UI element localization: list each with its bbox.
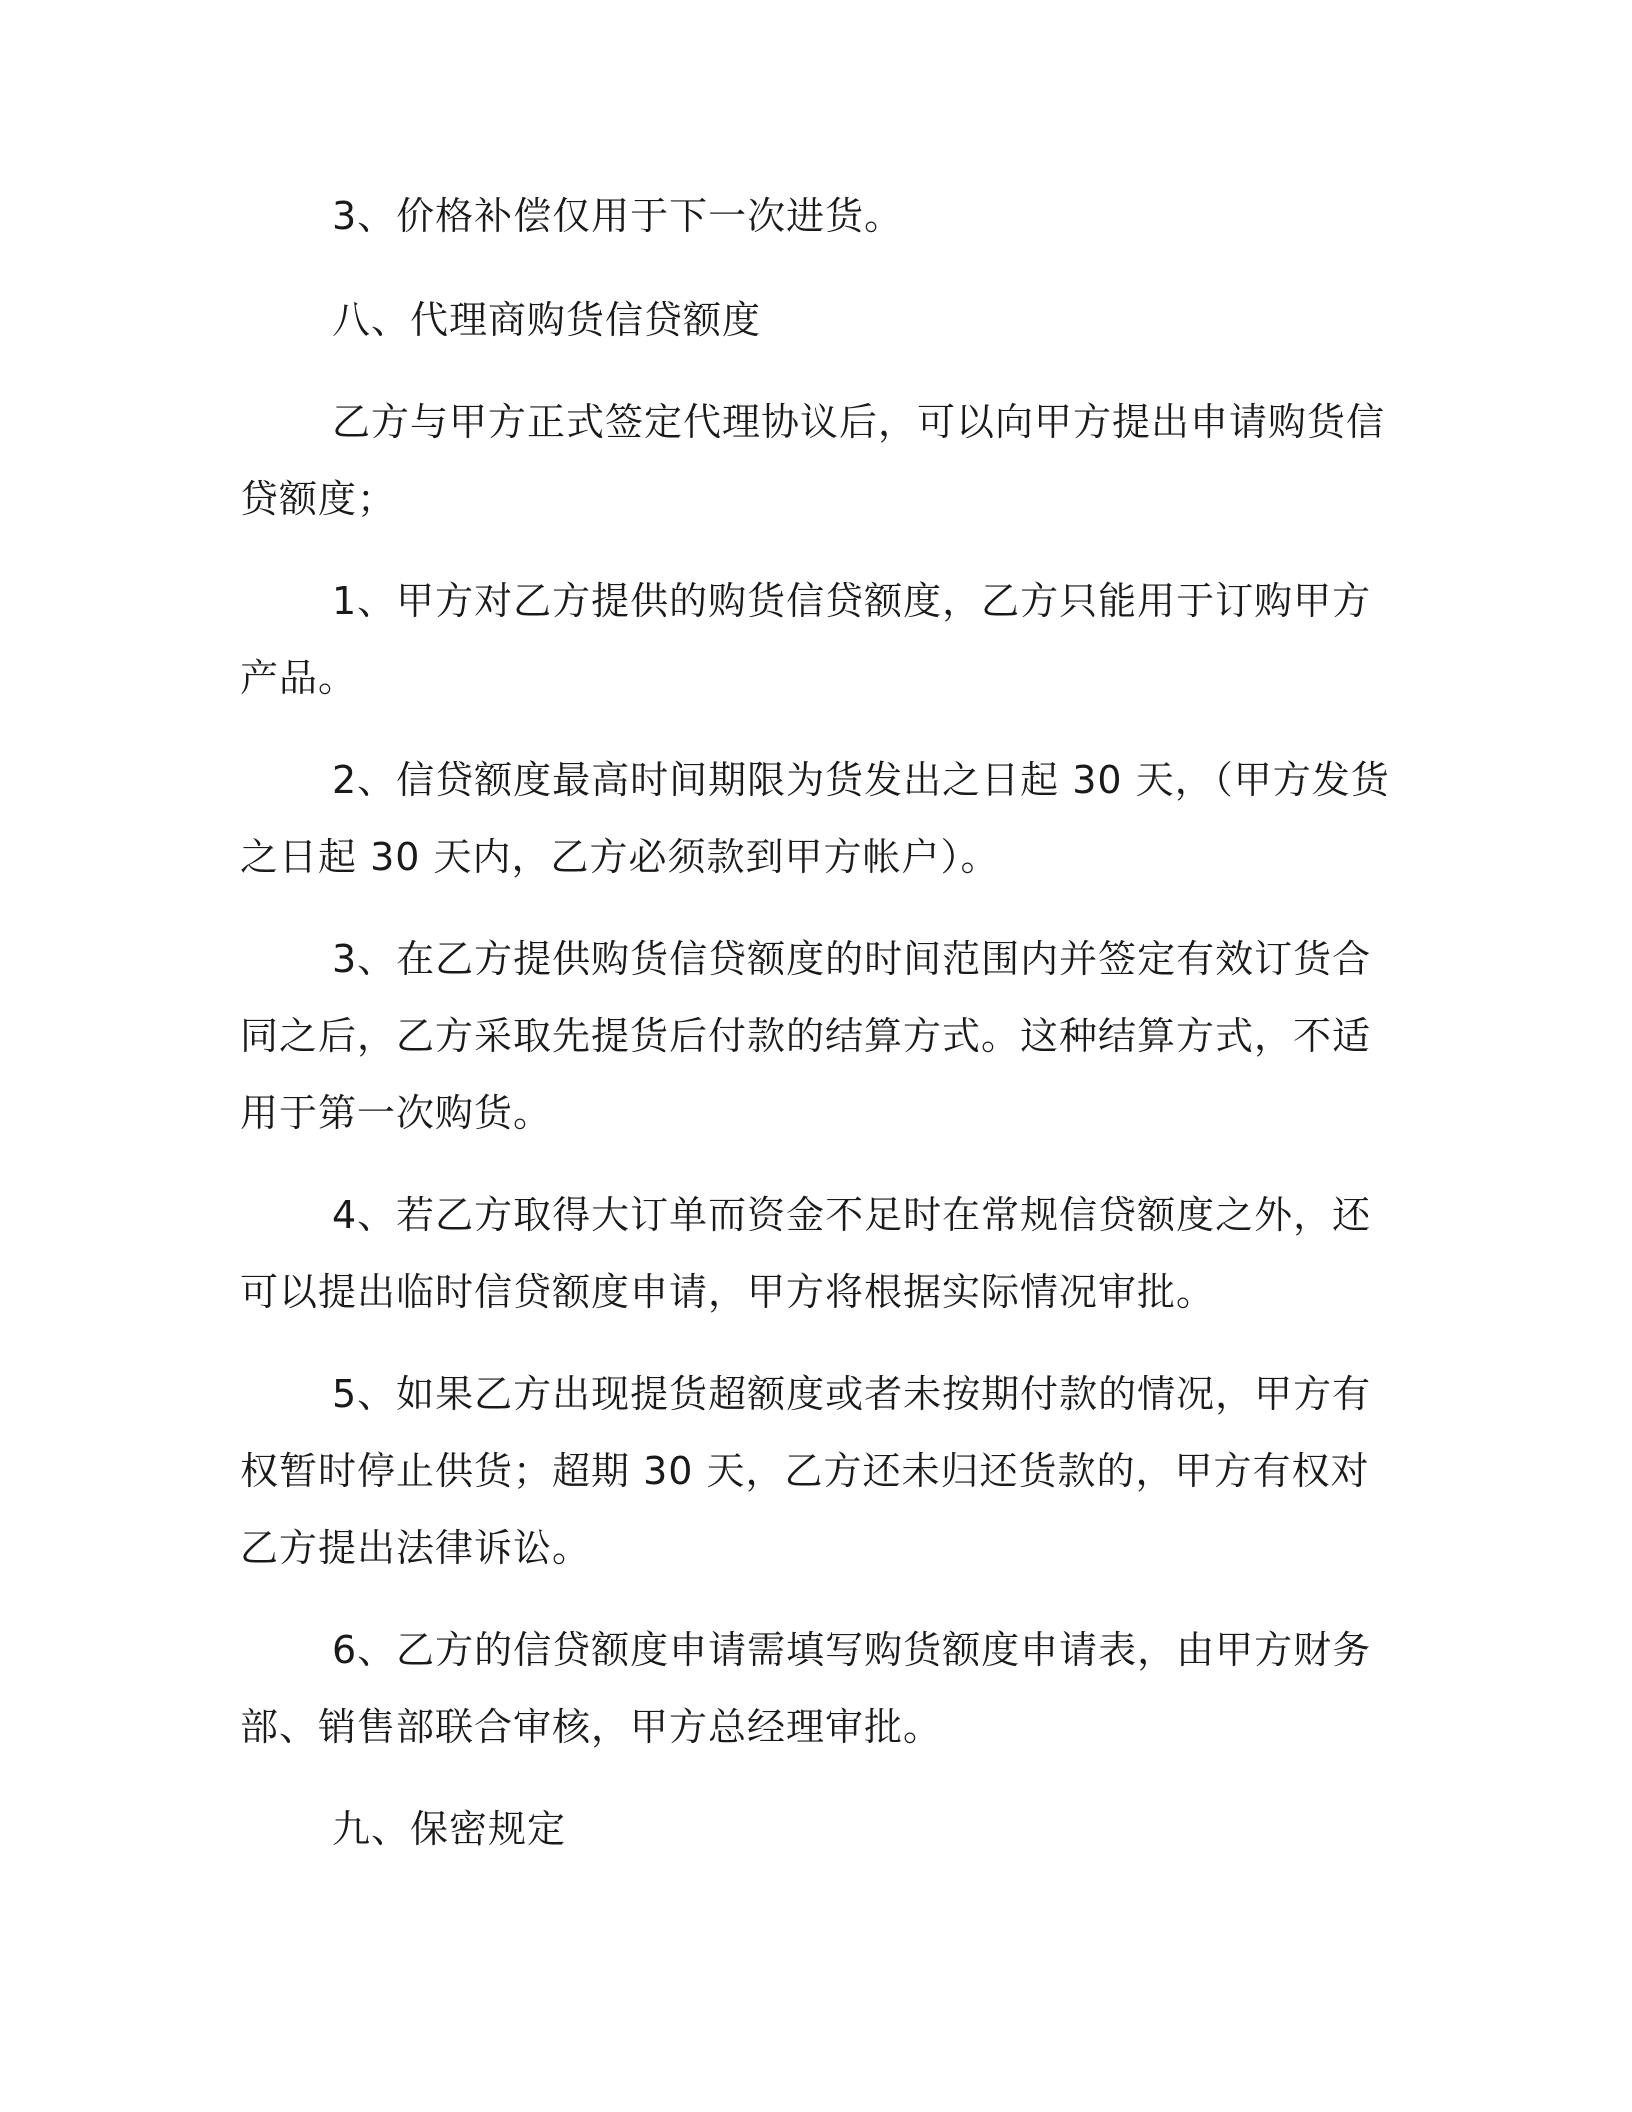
section-heading-confidentiality: 九、保密规定	[332, 1807, 567, 1851]
paragraph-credit-item-6: 6、乙方的信贷额度申请需填写购货额度申请表，由甲方财务部、销售部联合审核，甲方总经理审批。	[240, 1628, 1372, 1749]
paragraph-credit-application: 乙方与甲方正式签定代理协议后，可以向甲方提出申请购货信贷额度；	[240, 400, 1386, 521]
paragraph-credit-item-2: 2、信贷额度最高时间期限为货发出之日起 30 天，（甲方发货之日起 30 天内，乙方必须款到甲方帐户）。	[240, 758, 1390, 879]
paragraph-credit-item-5: 5、如果乙方出现提货超额度或者未按期付款的情况，甲方有权暂时停止供货；超期 30 天，乙方还未归还货款的，甲方有权对乙方提出法律诉讼。	[240, 1372, 1372, 1570]
paragraph-credit-item-4: 4、若乙方取得大订单而资金不足时在常规信贷额度之外，还可以提出临时信贷额度申请，甲方将根据实际情况审批。	[240, 1193, 1372, 1314]
paragraph-credit-item-1: 1、甲方对乙方提供的购货信贷额度，乙方只能用于订购甲方产品。	[240, 579, 1372, 700]
paragraph-price-compensation: 3、价格补偿仅用于下一次进货。	[332, 194, 904, 238]
section-heading-credit-limit: 八、代理商购货信贷额度	[332, 298, 762, 342]
paragraph-credit-item-3: 3、在乙方提供购货信贷额度的时间范围内并签定有效订货合同之后，乙方采取先提货后付款的结算方式。这种结算方式，不适用于第一次购货。	[240, 937, 1372, 1135]
